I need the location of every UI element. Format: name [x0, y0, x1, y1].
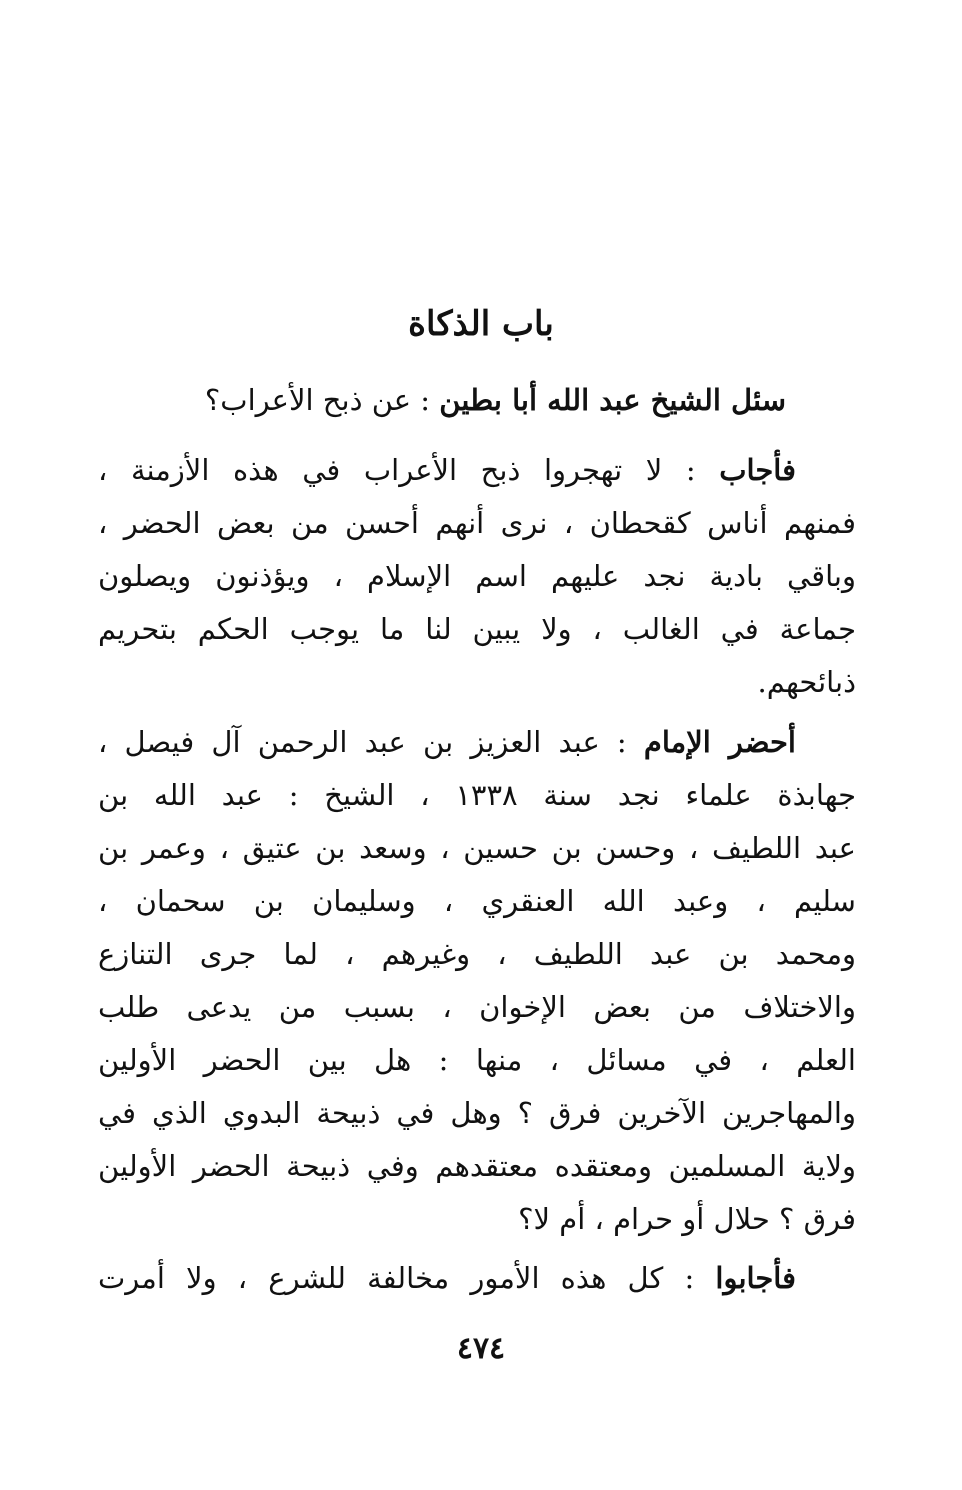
imam-line: سليم ، وعبد الله العنقري ، وسليمان بن سحمان ،	[98, 884, 856, 918]
imam-line: جهابذة علماء نجد سنة ١٣٣٨ ، الشيخ : عبد الله بن	[98, 778, 857, 812]
imam-line	[98, 716, 856, 769]
chapter-title: باب الذكاة	[408, 304, 554, 344]
answers-paragraph	[98, 1252, 856, 1305]
answer-line-text: : لا تهجروا ذبح الأعراب في هذه الأزمنة ،	[98, 453, 720, 487]
imam-line: فرق ؟ حلال أو حرام ، أم لا؟	[518, 1202, 856, 1236]
answer-lead: فأجاب	[719, 453, 796, 487]
answers-line	[98, 1252, 856, 1305]
imam-line: ومحمد بن عبد اللطيف ، وغيرهم ، لما جرى التنازع	[98, 937, 856, 971]
answer-line: فمنهم أناس كقحطان ، نرى أنهم أحسن من بعض الحضر ،	[98, 506, 856, 540]
question-lead: سئل الشيخ عبد الله أبا بطين	[439, 383, 786, 417]
question-rest: : عن ذبح الأعراب؟	[204, 383, 440, 417]
answers-rest: : كل هذه الأمور مخالفة للشرع ، ولا أمرت	[98, 1261, 716, 1295]
imam-line: ولاية المسلمين ومعتقده معتقدهم وفي ذبيحة الحضر الأولين	[98, 1149, 856, 1183]
imam-line-text: : عبد العزيز بن عبد الرحمن آل فيصل ،	[98, 725, 644, 759]
imam-line: والمهاجرين الآخرين فرق ؟ وهل في ذبيحة البدوي الذي في	[98, 1096, 856, 1130]
answers-lead: فأجابوا	[715, 1261, 796, 1295]
imam-lead: أحضر الإمام	[643, 725, 796, 759]
question-paragraph	[166, 374, 786, 427]
imam-line: والاختلاف من بعض الإخوان ، بسبب من يدعى طلب	[98, 990, 856, 1024]
imam-paragraph	[98, 716, 856, 1246]
answer-line	[98, 444, 856, 497]
answer-line: ذبائحهم.	[757, 665, 856, 699]
page-number: ٤٧٤	[456, 1331, 506, 1366]
question-line	[166, 374, 786, 427]
imam-line: العلم ، في مسائل ، منها : هل بين الحضر الأولين	[98, 1043, 856, 1077]
answer-line: وباقي بادية نجد عليهم اسم الإسلام ، ويؤذنون ويصلون	[98, 559, 856, 593]
answer-line: جماعة في الغالب ، ولا يبين لنا ما يوجب الحكم بتحريم	[98, 612, 856, 646]
answer-paragraph	[98, 444, 856, 709]
imam-line: عبد اللطيف ، وحسن بن حسين ، وسعد بن عتيق ، وعمر بن	[98, 831, 856, 865]
